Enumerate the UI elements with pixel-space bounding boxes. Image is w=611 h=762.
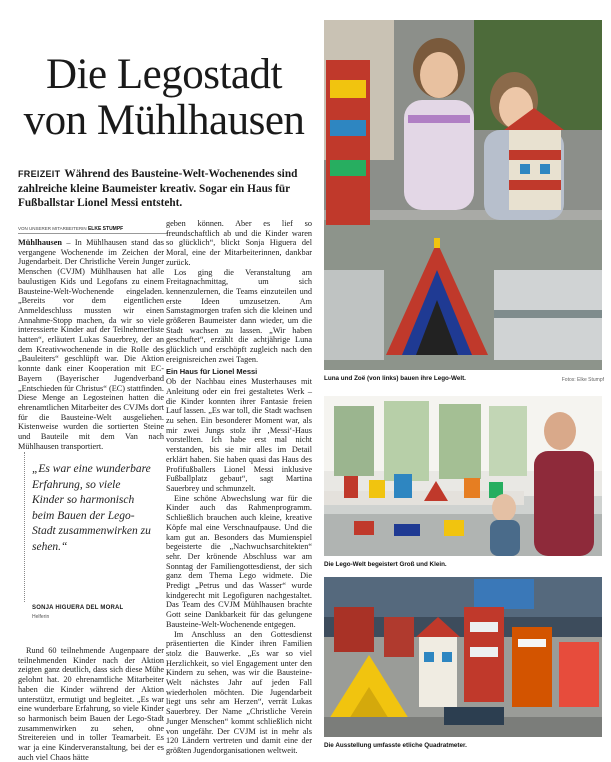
photo-1-caption: Luna und Zoë (von links) bauen ihre Lego-Welt. xyxy=(324,375,466,382)
byline xyxy=(18,226,168,234)
column-2-text xyxy=(166,219,312,756)
photo-3-image xyxy=(324,577,602,737)
body-paragraph: geben können. Aber es lief so freundschaftlich ab und die Kinder waren so glücklich“, blickt Sonja Higuera del Moral, eine der Mitarbeiterinnen, dankbar zurück. xyxy=(166,219,312,267)
dateline: Mühlhausen xyxy=(18,238,63,247)
photo-lego-city xyxy=(324,577,602,737)
body-paragraph: Im Anschluss an den Gottesdienst präsentierten die Kinder ihren Familien stolz die Bauwerke. „Es war so viel Herzlichkeit, so viel Engagement unter den Kindern zu sehen, was wir die Bausteine-Welt nächstes Jahr auf jeden Fall wiederholen möchten. Die Jugendarbeit liegt uns sehr am Herzen“, verrät Lukas Sauerbrey. Der Name „Christliche Verein Junger Menschen“ kommt schließlich nicht von ungefähr. Der CVJM ist in mehr als 120 Ländern vertreten und damit eine der größten Jugendorganisationen weltweit. xyxy=(166,629,312,755)
body-paragraph: – In Mühlhausen stand das vergangene Wochenende im Zeichen der Jugendarbeit. Der Christliche Verein Junger Menschen (CVJM) Mühlhausen hat alle baulustigen Kids und Legofans zu einem Bausteine-Welt-Wochenende eingeladen. „Bereits vor dem eigentlichen Anmeldeschluss mussten wir einen Annahme-Stopp machen, da wir so viele interessierte Kinder auf der Teilnehmerliste hatten“, erläutert Lukas Sauerbrey, der an dem Kreativwochenende in die Rolle des „Bauleiters“ geschlüpft war. Die Aktion konnte dank einer Kooperation mit EC-Bayern (Bayerischer Jugendverband „Entschieden für Christus“ (EC) stattfinden. Diese Menge an Legosteinen hatten die ehrenamtlichen Mitarbeiter des CVJMs dort für die Bausteine-Welt ausgeliehen. Kistenweise wurden die sortierten Steine und Bauteile mit dem Van nach Mühlhausen transportiert. xyxy=(18,238,164,451)
kicker: FREIZEIT xyxy=(18,169,61,179)
quote-author: SONJA HIGUERA DEL MORAL xyxy=(32,605,124,611)
body-paragraph: Los ging die Veranstaltung am Freitagnachmittag, um sich kennenzulernen, die Teams einzuteilen und erste Ideen umzusetzen. Am Samstagmorgen trafen sich die kleinen und größeren Baumeister dann wieder, um die Stadt wachsen zu lassen. „Wir haben geschuftet“, erzählt die achtjährige Luna glücklich und erschöpft zugleich nach den ereignisreichen zwei Tagen. xyxy=(166,267,312,364)
quote-rule xyxy=(24,452,31,602)
body-paragraph: Eine schöne Abwechslung war für die Kinder auch das Rahmenprogramm. Schließlich brauchen auch kleine, kreative Köpfe mal eine Verschnaufpause. Und die kam gut an. Besonders das Mumienspiel begeisterte die „Nachwuchsarchitekten“ sehr. Der krönende Abschluss war am Sonntag der Familiengottesdienst, der sich ganz dem Thema Lego widmete. Die Predigt „Petrus und das Wasser“ wurde kindgerecht mit Legofiguren nachgestaltet. Das Team des CVJM Mühlhausen brachte Gott seine Dankbarkeit für das gelungene Bausteine-Welt-Wochenende entgegen. xyxy=(166,493,312,629)
photo-1-image xyxy=(324,20,602,370)
photo-2-image xyxy=(324,396,602,556)
byline-author: ELKE STUMPF xyxy=(87,226,124,232)
quote-role: Helferin xyxy=(32,614,50,620)
photo-credit: Fotos: Elke Stumpf xyxy=(561,377,604,383)
column-1-bottom-text xyxy=(18,646,164,762)
headline: Die Legostadt von Mühlhausen xyxy=(23,51,305,144)
section-subheading: Ein Haus für Lionel Messi xyxy=(166,366,258,376)
byline-prefix: VON UNSERER MITARBEITERIN xyxy=(18,226,87,231)
photo-children-building xyxy=(324,20,602,370)
photo-exhibition-visitors xyxy=(324,396,602,556)
body-paragraph: Rund 60 teilnehmende Augenpaare der teilnehmenden Kinder nach der Aktion zeigten ganz deutlich, dass sich diese Mühe gelohnt hat. 20 ehrenamtliche Mitarbeiter haben die Kinder während der Aktion unterstützt, ermutigt und begleitet. „Es war eine wunderbare Erfahrung, so viele Kinder so harmonisch beim Bauen der Lego-Stadt zusammenwirken zu sehen, ohne Streitereien und in toller Teamarbeit. Es war ja eine Kinderveranstaltung, bei der es auch viel Chaos hätte xyxy=(18,646,164,762)
column-1-text xyxy=(18,238,164,451)
photo-2-caption: Die Lego-Welt begeistert Groß und Klein. xyxy=(324,561,447,568)
subheadline xyxy=(18,167,308,211)
body-paragraph: Ob der Nachbau eines Musterhauses mit Anleitung oder ein frei gestaltetes Werk – die Kinder konnten ihrer Fantasie freien Lauf lassen. „Es war toll, die Stadt wachsen zu sehen. Ein besonderer Moment war, als mir zwei Jungs stolz ihr ‚Messi‘-Haus vorstellten. Ich habe erst mal nicht verstanden, bis sie mir alles im Detail erklärt haben. Sie haben quasi das Haus des Profifußballers Lionel Messi inklusive Fußballplatz gebaut“, sagt Martina Sauerbrey und schmunzelt. xyxy=(166,377,312,493)
subheadline-text: Während des Bausteine-Welt-Wochenendes sind zahlreiche kleine Baumeister kreativ. Sogar ein Haus für Fußballstar Lionel Messi entsteht. xyxy=(18,168,298,209)
photo-3-caption: Die Ausstellung umfasste etliche Quadratmeter. xyxy=(324,742,467,749)
pull-quote: „Es war eine wunderbare Erfahrung, so viele Kinder so harmonisch beim Bauen der Lego-Stadt zusammenwirken zu sehen.“ xyxy=(32,463,151,553)
